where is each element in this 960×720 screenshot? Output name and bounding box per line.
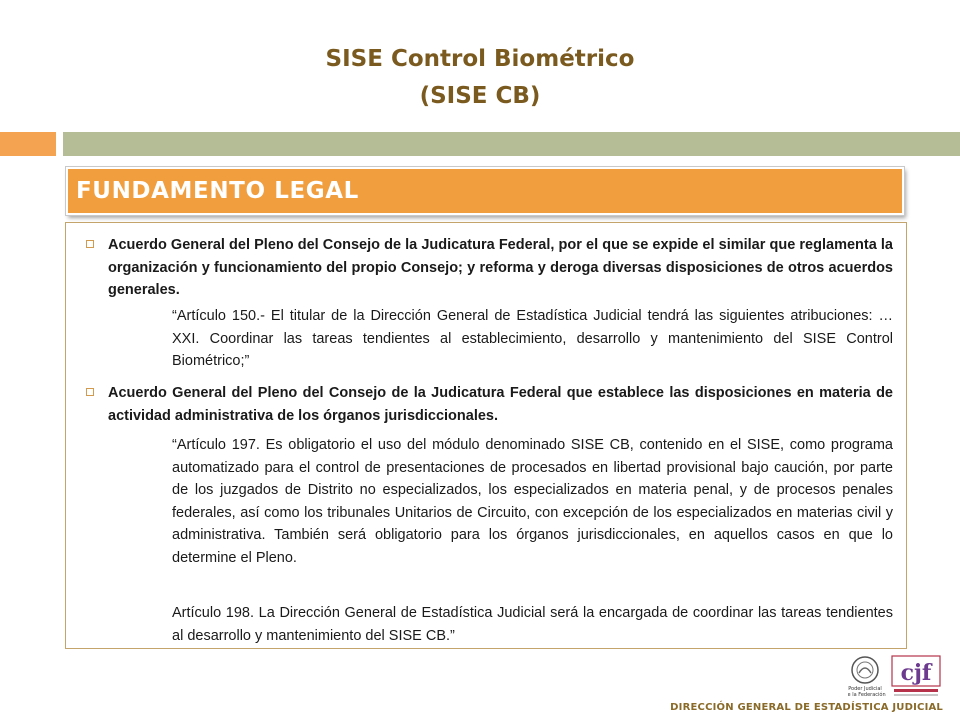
section-banner	[66, 167, 904, 215]
page-subtitle: (SISE CB)	[419, 83, 541, 109]
quote-text: “Artículo 197. Es obligatorio el uso del módulo denominado SISE CB, contenido en el SISE, como programa automatizado para el control de presentaciones de procesados en libertad provisional bajo caución, por parte de los juzgados de Distrito no especializados, los especializados en materia penal, y de procesos penales federales, así como los tribunales Unitarios de Circuito, con excepción de los especializados en materias civil y administrativa. También será obligatorio para los órganos jurisdiccionales, en aquellos casos en que lo determine el Pleno.	[172, 437, 893, 566]
accent-bar-olive	[63, 132, 960, 156]
page-title: SISE Control Biométrico	[325, 46, 635, 72]
list-item	[108, 234, 893, 302]
seal-logo-icon	[848, 654, 944, 700]
item-text: Acuerdo General del Pleno del Consejo de la Judicatura Federal que establece las disposiciones en materia de actividad administrativa de los órganos jurisdiccionales.	[108, 385, 893, 424]
footer-label: DIRECCIÓN GENERAL DE ESTADÍSTICA JUDICIAL	[670, 702, 943, 713]
seal-label-line1: Poder Judicial	[848, 686, 882, 692]
square-bullet-icon	[86, 240, 94, 248]
content-box	[65, 222, 907, 649]
section-heading: FUNDAMENTO LEGAL	[76, 178, 359, 204]
institution-logos	[848, 654, 944, 700]
quote-text: “Artículo 150.- El titular de la Dirección General de Estadística Judicial tendrá las siguientes atribuciones: … XXI. Coordinar las tareas tendientes al establecimiento, desarrollo y mantenimiento del SISE Control Biométrico;”	[172, 308, 893, 369]
list-item	[108, 382, 893, 427]
item-text: Acuerdo General del Pleno del Consejo de la Judicatura Federal, por el que se expide el similar que reglamenta la organización y funcionamiento del propio Consejo; y reforma y deroga diversas disposiciones de otros acuerdos generales.	[108, 237, 893, 298]
cjf-logo-icon: cjf	[900, 660, 932, 686]
accent-bar-orange	[0, 132, 56, 156]
square-bullet-icon	[86, 388, 94, 396]
seal-label-line2: de la Federación	[848, 692, 886, 698]
quote-text: Artículo 198. La Dirección General de Estadística Judicial será la encargada de coordinar las tareas tendientes al desarrollo y mantenimiento del SISE CB.”	[172, 605, 893, 644]
